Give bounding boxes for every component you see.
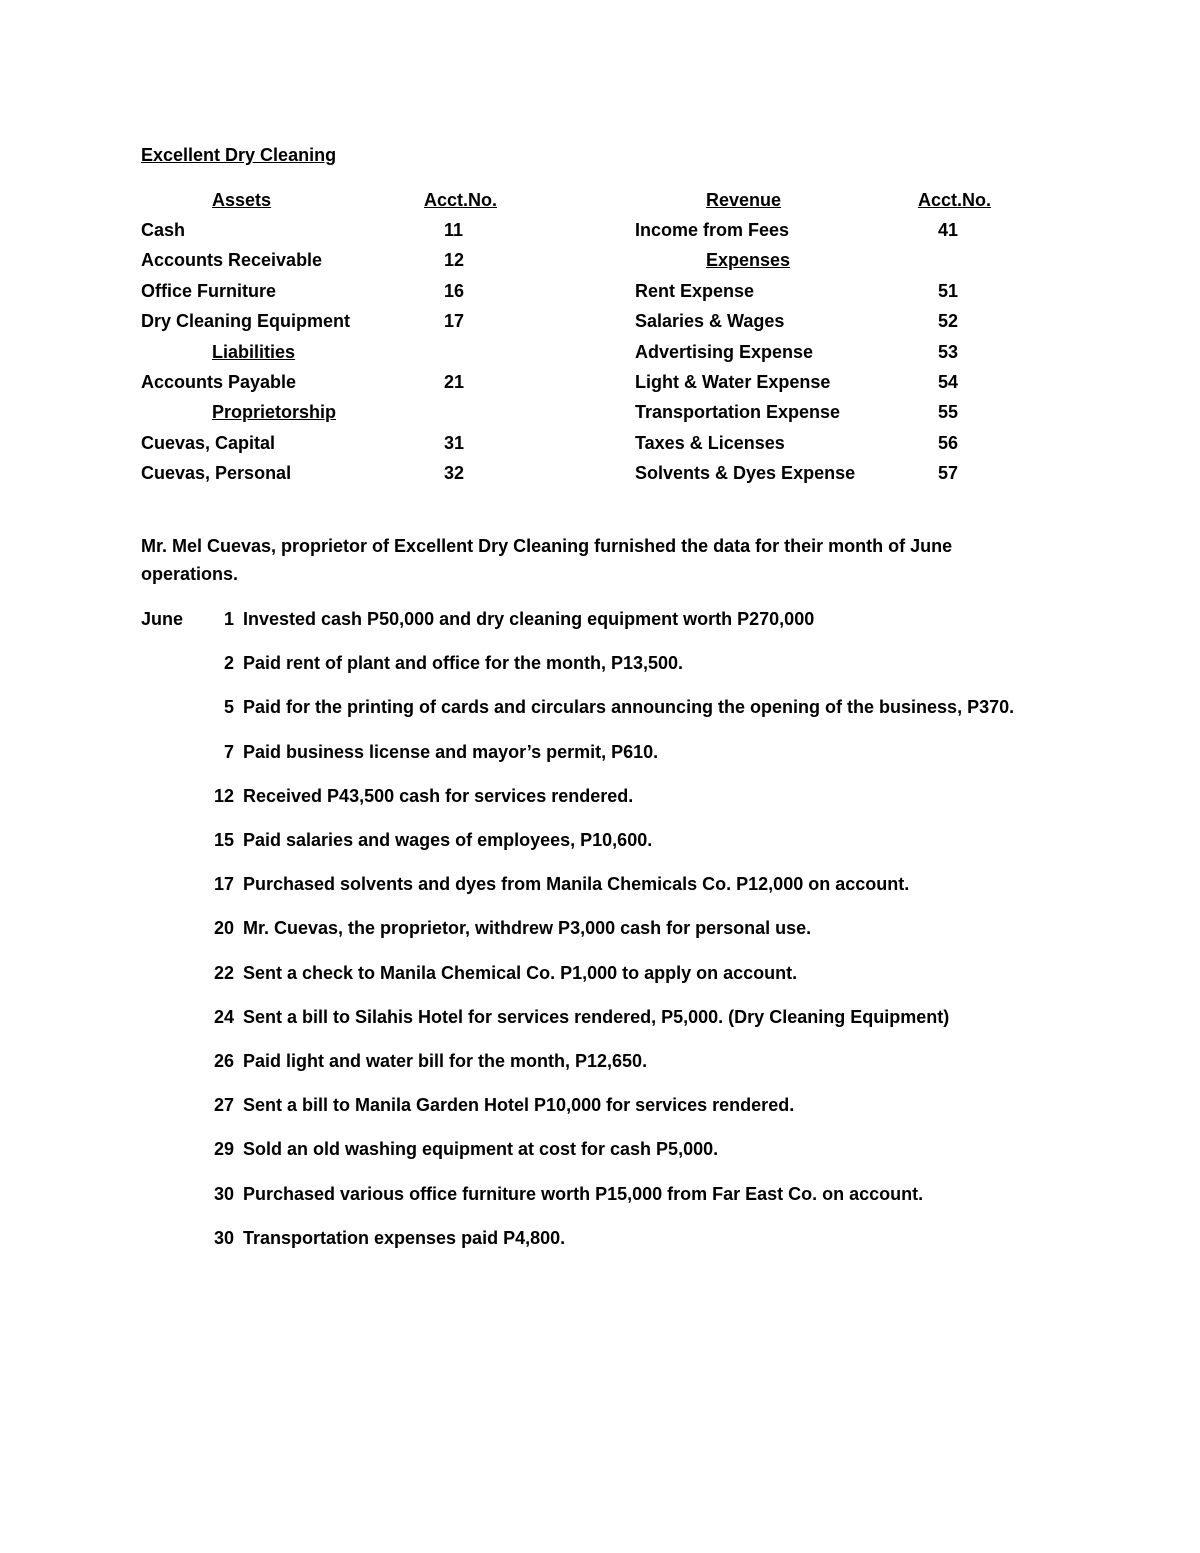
transaction-text: Paid light and water bill for the month, P12,650. [243,1051,648,1071]
transaction-text: Paid for the printing of cards and circulars announcing the opening of the business, P370. [243,697,1015,718]
section-heading: Expenses [706,250,791,271]
account-number: 56 [938,432,959,453]
transaction-day: 26 [213,1051,234,1071]
transaction-day: 1 [223,609,234,629]
account-name: Income from Fees [635,220,790,240]
transaction-text: Paid salaries and wages of employees, P10,600. [243,830,653,850]
revenue-heading: Revenue [706,190,782,210]
account-number: 55 [938,402,959,423]
transaction-text: Paid business license and mayor’s permit, P610. [243,741,659,762]
account-number: 53 [938,341,959,362]
account-number: 31 [444,432,465,453]
transaction-day: 24 [213,1006,234,1027]
transaction-day: 17 [213,874,234,895]
transaction-day: 12 [213,785,234,806]
transaction-day: 22 [213,962,234,983]
transaction-text: Transportation expenses paid P4,800. [243,1227,566,1248]
transaction-day: 2 [223,653,234,674]
account-number: 32 [444,463,465,484]
transaction-day: 7 [223,741,234,762]
account-number: 17 [444,311,465,332]
transaction-day: 27 [213,1095,234,1116]
account-number: 21 [444,372,465,392]
account-name: Light & Water Expense [635,372,831,392]
account-name: Taxes & Licenses [635,432,785,453]
transaction-text: Invested cash P50,000 and dry cleaning equipment worth P270,000 [243,609,815,629]
account-name: Cuevas, Capital [141,432,276,453]
account-number: 16 [444,280,465,301]
transaction-day: 20 [213,918,234,939]
assets-heading: Assets [212,190,272,210]
transaction-text: Sent a check to Manila Chemical Co. P1,000 to apply on account. [243,962,798,983]
account-name: Accounts Payable [141,372,297,392]
account-name: Advertising Expense [635,341,814,362]
assets-acct-heading: Acct.No. [424,190,498,210]
account-name: Solvents & Dyes Expense [635,463,856,484]
account-name: Accounts Receivable [141,250,323,271]
account-number: 41 [938,220,959,240]
account-number: 57 [938,463,959,484]
account-number: 12 [444,250,465,271]
section-heading: Liabilities [212,341,296,362]
account-name: Cuevas, Personal [141,463,292,484]
account-name: Cash [141,220,186,240]
account-number: 11 [444,220,464,240]
transaction-text: Purchased various office furniture worth P15,000 from Far East Co. on account. [243,1183,924,1204]
transaction-day: 30 [213,1183,234,1204]
transaction-day: 29 [213,1139,234,1160]
transaction-text: Sent a bill to Manila Garden Hotel P10,000 for services rendered. [243,1095,795,1116]
document-title: Excellent Dry Cleaning [141,145,337,165]
transaction-day: 5 [223,697,234,718]
transaction-day: 15 [213,830,234,850]
transaction-text: Sold an old washing equipment at cost for cash P5,000. [243,1139,719,1160]
transaction-text: Paid rent of plant and office for the month, P13,500. [243,653,684,674]
account-number: 52 [938,311,959,332]
section-heading: Proprietorship [212,402,337,423]
transaction-text: Purchased solvents and dyes from Manila Chemicals Co. P12,000 on account. [243,874,910,895]
account-name: Office Furniture [141,280,277,301]
account-name: Transportation Expense [635,402,841,423]
account-number: 54 [938,372,959,392]
account-name: Salaries & Wages [635,311,785,332]
account-number: 51 [938,280,959,301]
transaction-text: Mr. Cuevas, the proprietor, withdrew P3,000 cash for personal use. [243,918,812,939]
revenue-acct-heading: Acct.No. [918,190,992,210]
intro-line-1: Mr. Mel Cuevas, proprietor of Excellent Dry Cleaning furnished the data for their month of June [141,536,953,556]
month-label: June [141,609,184,629]
transaction-text: Sent a bill to Silahis Hotel for services rendered, P5,000. (Dry Cleaning Equipment) [243,1006,950,1027]
transaction-day: 30 [213,1227,234,1248]
account-name: Dry Cleaning Equipment [141,311,351,332]
intro-line-2: operations. [141,564,239,584]
transaction-text: Received P43,500 cash for services rendered. [243,785,634,806]
account-name: Rent Expense [635,280,755,301]
